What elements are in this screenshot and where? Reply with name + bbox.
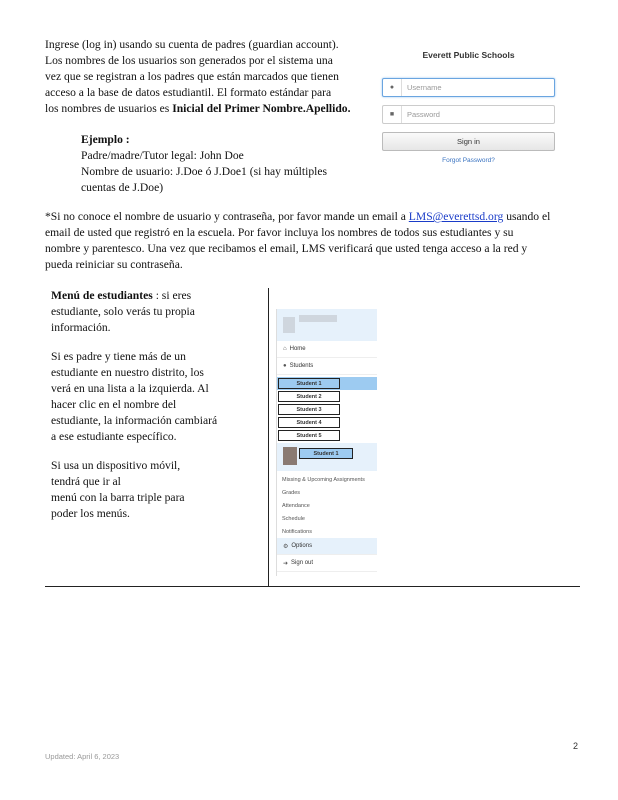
signout-icon: ➜ — [283, 560, 289, 567]
example-line: Padre/madre/Tutor legal: John Doe — [81, 149, 244, 162]
users-icon: ● — [283, 363, 287, 369]
student-item[interactable]: Student 4 — [278, 417, 340, 428]
forgot-password-link[interactable]: Forgot Password? — [442, 157, 495, 164]
gear-icon: ⚙ — [283, 543, 289, 550]
menu-line: a ese estudiante específico. — [51, 430, 177, 443]
student-item[interactable]: Student 3 — [278, 404, 340, 415]
intro-line: vez que se registran a los padres que están marcados que tienen — [45, 70, 339, 83]
contact-line — [45, 209, 585, 225]
intro-line: acceso a la base de datos estudiantil. El formato estándar para — [45, 86, 332, 99]
menu-line: hacer clic en el nombre del — [51, 398, 177, 411]
example-block — [81, 132, 371, 196]
menu-line: menú con la barra triple para — [51, 491, 185, 504]
contact-text: *Si no conoce el nombre de usuario y contraseña, por favor mande un email a — [45, 210, 409, 223]
user-icon: ● — [383, 79, 402, 96]
students-menu-heading: Menú de estudiantes — [51, 289, 153, 302]
username-format: Inicial del Primer Nombre.Apellido. — [172, 102, 351, 115]
lock-icon: ■ — [383, 106, 402, 123]
signin-button[interactable]: Sign in — [382, 132, 555, 151]
menu-label: Home — [289, 346, 306, 352]
menu-item-schedule[interactable]: Schedule — [282, 515, 305, 522]
menu-text: : si eres — [155, 289, 192, 302]
menu-item-attendance[interactable]: Attendance — [282, 502, 310, 509]
menu-line: información. — [51, 321, 111, 334]
menu-line: estudiante, la información cambiará — [51, 414, 218, 427]
contact-text: usando el — [503, 210, 551, 223]
contact-line: email de usted que registró en la escuela. Por favor incluya los nombres de todos sus estudiantes y su — [45, 226, 514, 239]
selected-student-row — [277, 450, 377, 473]
menu-line: tendrá que ir al — [51, 475, 121, 488]
contact-line: nombre y parentesco. Una vez que recibamos el email, LMS verificará que usted tenga acceso a la red y — [45, 242, 528, 255]
username-placeholder: Username — [407, 83, 442, 92]
example-line: cuentas de J.Doe) — [81, 181, 164, 194]
student-item[interactable]: Student 2 — [278, 391, 340, 402]
menu-line: verá en una lista a la izquierda. Al — [51, 382, 209, 395]
intro-text: los nombres de usuarios es — [45, 102, 173, 115]
example-line: Nombre de usuario: J.Doe ó J.Doe1 (si hay múltiples — [81, 165, 328, 178]
column-divider — [268, 288, 269, 586]
student-avatar — [283, 447, 297, 465]
student-item[interactable]: Student 1 — [278, 378, 340, 389]
login-form — [382, 50, 555, 164]
contact-line: pueda reiniciar su contraseña. — [45, 258, 183, 271]
student-item[interactable]: Student 5 — [278, 430, 340, 441]
blurred-name — [299, 315, 337, 322]
intro-line — [45, 101, 365, 117]
menu-label: Options — [291, 543, 313, 549]
menu-item-grades[interactable]: Grades — [282, 489, 301, 496]
menu-item-home[interactable] — [277, 341, 377, 358]
page-number: 2 — [573, 741, 579, 751]
students-menu-text — [51, 288, 261, 522]
password-placeholder: Password — [407, 110, 440, 119]
school-name: Everett Public Schools — [422, 50, 515, 60]
menu-header — [277, 309, 377, 341]
menu-item-missing[interactable]: Missing & Upcoming Assignments — [282, 476, 365, 483]
section-rule — [45, 586, 580, 587]
selected-student[interactable]: Student 1 — [299, 448, 353, 459]
username-field[interactable] — [382, 78, 555, 97]
avatar — [283, 317, 295, 333]
menu-item-signout[interactable] — [277, 555, 377, 572]
menu-item-students[interactable] — [277, 358, 377, 375]
menu-line: Si es padre y tiene más de un — [51, 350, 186, 363]
intro-paragraph — [45, 37, 365, 117]
password-field[interactable] — [382, 105, 555, 124]
menu-item-options[interactable] — [277, 538, 377, 555]
example-heading: Ejemplo : — [81, 133, 130, 146]
intro-line: Los nombres de los usuarios son generados por el sistema una — [45, 54, 333, 67]
menu-line: estudiante en nuestro distrito, los — [51, 366, 204, 379]
intro-line: Ingrese (log in) usando su cuenta de padres (guardian account). — [45, 38, 339, 51]
home-icon: ⌂ — [283, 346, 287, 352]
updated-date: Updated: April 6, 2023 — [45, 752, 120, 761]
menu-line: Si usa un dispositivo móvil, — [51, 459, 181, 472]
menu-label: Sign out — [291, 560, 314, 566]
email-link[interactable]: LMS@everettsd.org — [408, 210, 504, 223]
menu-line — [51, 288, 261, 304]
menu-item-notifications[interactable]: Notifications — [282, 528, 312, 535]
menu-line: estudiante, solo verás tu propia — [51, 305, 195, 318]
menu-line: poder los menús. — [51, 507, 130, 520]
menu-label: Students — [289, 363, 314, 369]
contact-paragraph — [45, 209, 585, 273]
lms-menu — [276, 309, 377, 576]
